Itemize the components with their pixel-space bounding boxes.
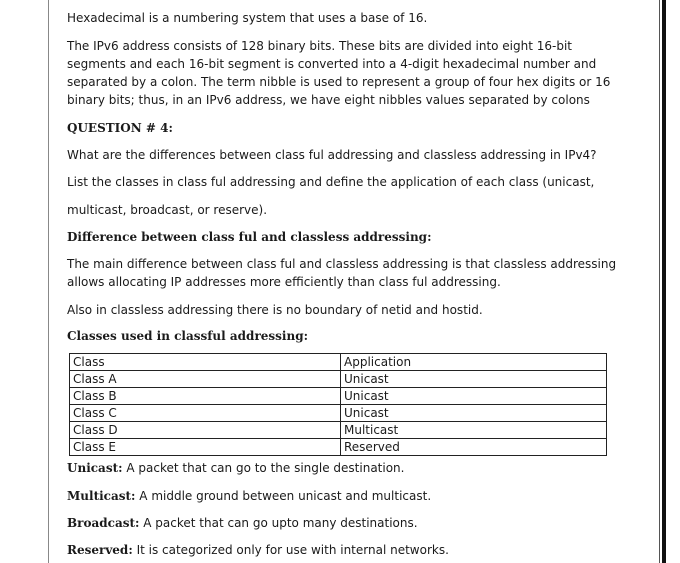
definition-unicast — [67, 459, 404, 477]
table-header-application: Application — [341, 354, 607, 371]
definition-term: Broadcast: — [67, 516, 140, 530]
difference-paragraph: The main difference between class ful and classless addressing is that classless addressing allows allocating IP addresses more efficiently than class ful addressing. — [67, 257, 617, 289]
definition-term: Unicast: — [67, 461, 123, 475]
definition-text: A packet that can go to the single destination. — [122, 461, 405, 475]
table-row — [70, 439, 607, 456]
table-cell-class: Class C — [70, 405, 341, 422]
definition-text: It is categorized only for use with internal networks. — [132, 543, 449, 557]
question-text: What are the differences between class ful addressing and classless addressing in IPv4? — [67, 148, 597, 162]
difference-also: Also in classless addressing there is no boundary of netid and hostid. — [67, 303, 483, 317]
table-header-class: Class — [70, 354, 341, 371]
table-cell-application: Unicast — [341, 371, 607, 388]
ipv6-paragraph: The IPv6 address consists of 128 binary bits. These bits are divided into eight 16-bit segments and each 16-bit segment is converted into a 4-digit hexadecimal number and separated by a colon. The term nibble is used to represent a group of four hex digits or 16 binary bits; thus, in an IPv6 address, we have eight nibbles values separated by colons — [67, 39, 611, 107]
page-right-border — [662, 0, 666, 563]
table-row — [70, 422, 607, 439]
table-cell-class: Class D — [70, 422, 341, 439]
page-left-edge — [48, 0, 49, 563]
classes-heading: Classes used in classful addressing: — [67, 329, 309, 343]
definition-multicast — [67, 487, 431, 505]
definition-text: A middle ground between unicast and multicast. — [135, 489, 432, 503]
definition-reserved — [67, 541, 449, 559]
definition-text: A packet that can go upto many destinations. — [139, 516, 418, 530]
table-cell-class: Class B — [70, 388, 341, 405]
classes-table — [69, 353, 607, 456]
definition-broadcast — [67, 514, 418, 532]
hex-sentence: Hexadecimal is a numbering system that uses a base of 16. — [67, 11, 428, 25]
table-cell-application: Reserved — [341, 439, 607, 456]
page-right-border-thin — [659, 0, 660, 563]
table-cell-application: Unicast — [341, 388, 607, 405]
question-heading: QUESTION # 4: — [67, 121, 173, 135]
table-cell-class: Class A — [70, 371, 341, 388]
definition-term: Multicast: — [67, 489, 136, 503]
table-cell-application: Multicast — [341, 422, 607, 439]
table-cell-class: Class E — [70, 439, 341, 456]
table-cell-application: Unicast — [341, 405, 607, 422]
question-list-line-1: List the classes in class ful addressing and define the application of each class (unicast, — [67, 175, 595, 189]
table-header-row — [70, 354, 607, 371]
definition-term: Reserved: — [67, 543, 133, 557]
question-list-line-2: multicast, broadcast, or reserve). — [67, 203, 268, 217]
table-row — [70, 371, 607, 388]
table-row — [70, 388, 607, 405]
difference-heading: Difference between class ful and classless addressing: — [67, 230, 432, 244]
table-row — [70, 405, 607, 422]
